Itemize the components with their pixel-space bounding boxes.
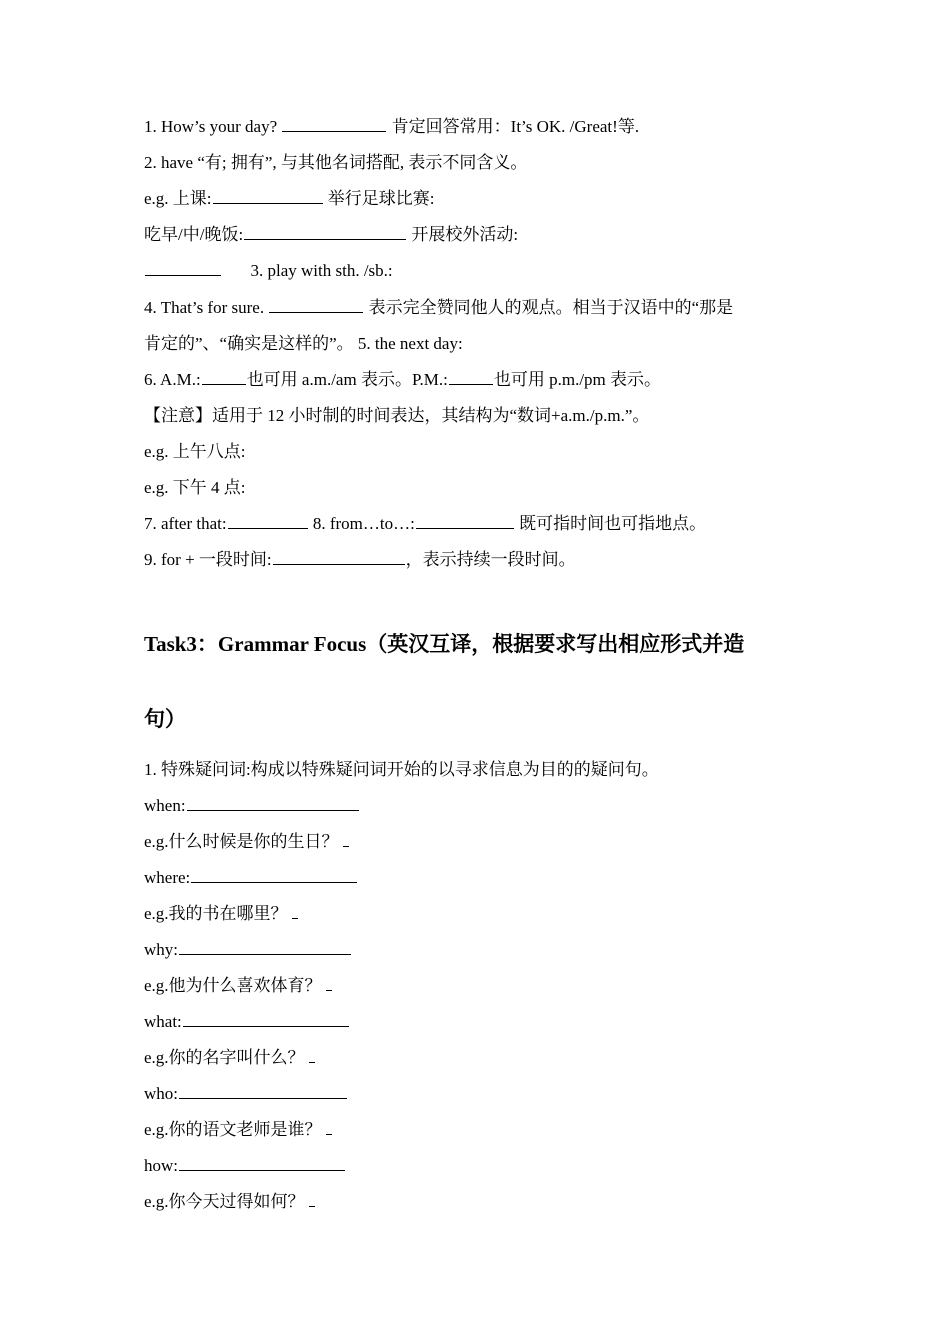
- answer-blank[interactable]: [309, 1054, 315, 1063]
- text: where:: [144, 868, 191, 887]
- answer-blank[interactable]: [183, 1010, 349, 1027]
- text: 既可指时间也可指地点。: [519, 514, 707, 533]
- word-line-why: [144, 938, 352, 962]
- text: 6. A.M.:: [144, 370, 201, 389]
- text: e.g.什么时候是你的生日？: [144, 832, 339, 851]
- answer-blank[interactable]: [179, 1154, 345, 1171]
- text: e.g. 上午八点:: [144, 442, 246, 461]
- line-6: [144, 296, 733, 320]
- answer-blank[interactable]: [213, 187, 323, 204]
- line-3: [144, 187, 435, 211]
- line-5: [144, 259, 393, 283]
- answer-blank[interactable]: [292, 910, 298, 919]
- text: 3. play with sth. /sb.:: [250, 261, 393, 280]
- answer-blank[interactable]: [179, 1082, 347, 1099]
- answer-blank[interactable]: [179, 938, 351, 955]
- text: 4. That’s for sure.: [144, 298, 265, 317]
- line-10: [144, 440, 246, 464]
- answer-blank[interactable]: [343, 838, 349, 847]
- line-13: [144, 548, 576, 572]
- answer-blank[interactable]: [187, 794, 359, 811]
- answer-blank[interactable]: [191, 866, 357, 883]
- answer-blank[interactable]: [326, 1126, 332, 1135]
- word-line-how: [144, 1154, 346, 1178]
- line-1: [144, 115, 639, 139]
- example-line-how: [144, 1190, 315, 1214]
- word-line-where: [144, 866, 358, 890]
- text: 也可用 a.m./am 表示。P.M.:: [246, 370, 448, 389]
- answer-blank[interactable]: [449, 368, 493, 385]
- answer-blank[interactable]: [273, 548, 405, 565]
- answer-blank[interactable]: [269, 296, 363, 313]
- text: 1. 特殊疑问词:构成以特殊疑问词开始的以寻求信息为目的的疑问句。: [144, 760, 659, 779]
- answer-blank[interactable]: [326, 982, 332, 991]
- text: e.g.他为什么喜欢体育？: [144, 976, 322, 995]
- answer-blank[interactable]: [282, 115, 386, 132]
- text: 9. for + 一段时间:: [144, 550, 272, 569]
- answer-blank[interactable]: [309, 1198, 315, 1207]
- line-12: [144, 512, 706, 536]
- word-line-when: [144, 794, 360, 818]
- text: when:: [144, 796, 186, 815]
- text: 7. after that:: [144, 514, 227, 533]
- text: 【注意】适用于 12 小时制的时间表达，其结构为“数词+a.m./p.m.”。: [144, 406, 650, 425]
- line-8: [144, 368, 661, 392]
- text: e.g.你的语文老师是谁？: [144, 1120, 322, 1139]
- text: e.g.你今天过得如何？: [144, 1192, 305, 1211]
- text: e.g. 下午 4 点:: [144, 478, 246, 497]
- answer-blank[interactable]: [244, 223, 406, 240]
- text: 吃早/中/晚饭:: [144, 225, 244, 244]
- text: 举行足球比赛:: [327, 189, 435, 208]
- text: 表示完全赞同他人的观点。相当于汉语中的“那是: [368, 298, 734, 317]
- answer-blank[interactable]: [416, 512, 514, 529]
- text: 开展校外活动:: [411, 225, 519, 244]
- text: e.g.我的书在哪里？: [144, 904, 288, 923]
- text: ，表示持续一段时间。: [405, 550, 576, 569]
- word-line-who: [144, 1082, 348, 1106]
- text: how:: [144, 1156, 178, 1175]
- line-7: [144, 332, 463, 356]
- answer-blank[interactable]: [202, 368, 246, 385]
- word-line-what: [144, 1010, 350, 1034]
- line-11: [144, 476, 246, 500]
- line-4: [144, 223, 518, 247]
- text: 8. from…to…:: [312, 514, 415, 533]
- example-line-what: [144, 1046, 315, 1070]
- text: 2. have “有; 拥有”, 与其他名词搭配, 表示不同含义。: [144, 153, 528, 172]
- example-line-who: [144, 1118, 332, 1142]
- text: e.g. 上课:: [144, 189, 212, 208]
- example-line-when: [144, 830, 349, 854]
- task3-heading-cont: 句）: [144, 707, 186, 731]
- text: 1. How’s your day?: [144, 117, 278, 136]
- line-9: [144, 404, 649, 428]
- text: e.g.你的名字叫什么？: [144, 1048, 305, 1067]
- answer-blank[interactable]: [145, 259, 221, 276]
- example-line-why: [144, 974, 332, 998]
- text: 也可用 p.m./pm 表示。: [493, 370, 662, 389]
- line-2: [144, 151, 527, 175]
- grammar-intro: [144, 758, 659, 782]
- text: why:: [144, 940, 178, 959]
- task3-heading: Task3：Grammar Focus（英汉互译，根据要求写出相应形式并造: [144, 632, 745, 656]
- text: who:: [144, 1084, 178, 1103]
- text: 肯定回答常用：It’s OK. /Great!等.: [391, 117, 640, 136]
- text: what:: [144, 1012, 182, 1031]
- text: 肯定的”、“确实是这样的”。 5. the next day:: [144, 334, 463, 353]
- answer-blank[interactable]: [228, 512, 308, 529]
- example-line-where: [144, 902, 298, 926]
